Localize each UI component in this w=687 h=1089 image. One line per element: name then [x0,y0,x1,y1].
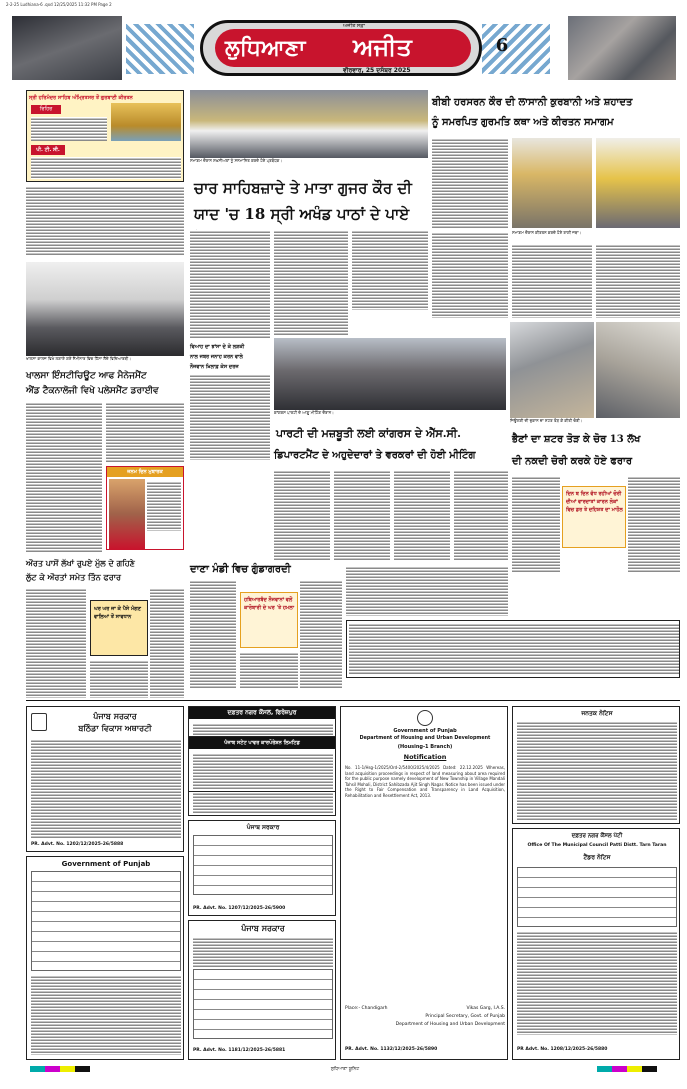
main-headline-2: ਯਾਦ 'ਚ 18 ਸ੍ਰੀ ਅਖੰਡ ਪਾਠਾਂ ਦੇ ਪਾਏ [194,205,410,223]
masthead-tagline: ਅਜੀਤ ਸਫ਼ਾ [343,23,365,29]
public-notice-title: ਜਨਤਕ ਨੋਟਿਸ [581,710,613,717]
bathinda-ad-text [31,739,181,839]
gurbani-box-text [31,117,107,141]
theft-article-text-2 [150,588,184,698]
small-headline-3: ਨੌਜਵਾਨ ਖ਼ਿਲਾਫ਼ ਕੇਸ ਦਰਜ [190,364,239,370]
left-small-box [90,600,148,656]
divider-ads [26,700,680,701]
color-bar-left [30,1066,90,1072]
ptc-label: ਪੀ. ਟੀ. ਸੀ. [31,145,65,155]
mandi-col-3 [240,652,298,688]
congress-col-3 [394,470,450,560]
khalsa-headline-2: ਐਂਡ ਟੈਕਨਾਲੋਜੀ ਵਿਖੇ ਪਲੇਸਮੈਂਟ ਡਰਾਈਵ [26,386,159,396]
municipal-council-pb: ਦਫ਼ਤਰ ਨਗਰ ਕੌਂਸਲ ਪੱਟੀ [571,833,623,839]
bathinda-authority: ਬਠਿੰਡਾ ਵਿਕਾਸ ਅਥਾਰਟੀ [78,724,152,733]
municipal-council-title: Office Of The Municipal Council Patti Distt. Tarn Taran [527,843,667,848]
housing-notification-ad [340,706,508,1060]
housing-govt: Government of Punjab [393,728,457,734]
punjab-sarkar-3-text [193,937,333,967]
public-notice-text [517,721,677,821]
masthead-paper: ਅਜੀਤ [353,32,412,61]
masthead-date: ਵੀਰਵਾਰ, 25 ਦਸੰਬਰ 2025 [343,67,411,74]
public-notice-ad [512,706,680,824]
nagar-council-title: ਦਫ਼ਤਰ ਨਗਰ ਕੌਂਸਲ, ਫਿਰੋਜ਼ਪੁਰ [189,707,335,719]
right-theft-box-text: ਦਿਨ ਬ ਦਿਨ ਵੱਧ ਰਹੀਆਂ ਚੋਰੀ ਦੀਆਂ ਵਾਰਦਾਤਾਂ ਕਾਰਨ ਲੋਕਾਂ ਵਿਚ ਡਰ ਤੇ ਦਹਿਸ਼ਤ ਦਾ ਮਾਹੌਲ [566,491,623,513]
footer-unit: ਲੁਧਿਆਣਾ ਯੂਨਿਟ [330,1067,360,1072]
congress-headline-1: ਪਾਰਟੀ ਦੀ ਮਜ਼ਬੂਤੀ ਲਈ ਕਾਂਗਰਸ ਦੇ ਐੱਸ.ਸੀ. [276,427,462,440]
signatory-designation: Principal Secretary, Govt. of Punjab [425,1014,505,1019]
bathinda-ad [26,706,184,852]
gurbani-box-sub: ਰਿਹਿਰ [31,105,61,114]
khalsa-headline-1: ਖਾਲਸਾ ਇੰਸਟੀਚਿਊਟ ਆਫ ਮੈਨੇਜਮੈਂਟ [26,371,147,381]
tender-notice-title: ਟੈਂਡਰ ਨੋਟਿਸ [583,854,611,861]
notification-body: No. 11-1/Hsg-1/2025/Ord-2/5400/2025/4/2025 Dated: 22.12.2025 Whereas, land acquisition proceedings in respect of land measuring about area required for the public purpose namely development of New Township in Village Mandali Tahsil Mohali, District Sahibzada Ajit Singh Nagar. Notice has been issued under the Right to Fair Compensation and Transparency in Land Acquisition, Rehabilitation and Resettlement Act, 2013. [345,765,505,798]
gurbani-box-schedule [31,157,181,179]
birthday-label: ਜਨਮ ਦਿਨ ਮੁਬਾਰਕ [107,467,183,477]
right-article-col-4 [596,244,680,318]
shop-theft-photo-2 [596,322,680,418]
left-small-box-text: ਘਰ ਘਰ ਜਾ ਕੇ ਪੈਸੇ ਮੰਗਣ ਵਾਲਿਆਂ ਤੋਂ ਸਾਵਧਾਨ [94,606,142,620]
gurbani-box [26,90,184,182]
punjab-sarkar-2-table [193,835,333,895]
mandi-col-1 [190,580,236,688]
notification-title: Notification [403,753,447,761]
place-date: Place:- Chandigarh [345,1006,388,1011]
kirtan-photo-1 [512,138,592,228]
mandi-box-text: ਹਥਿਆਰਬੰਦ ਨੌਜਵਾਨਾਂ ਵਲੋਂ ਕਾਰੋਬਾਰੀ ਦੇ ਘਰ 'ਤੇ ਹਮਲਾ [244,597,295,611]
punjab-govt-title: ਪੰਜਾਬ ਸਰਕਾਰ [93,712,137,721]
right-theft-headline-1: ਭੈਣਾਂ ਦਾ ਸ਼ਟਰ ਤੋੜ ਕੇ ਚੋਰ 13 ਲੱਖ [512,434,641,445]
tender-text [517,931,677,1035]
birthday-child-photo [109,479,145,549]
housing-dept: Department of Housing and Urban Development [359,736,491,741]
mandi-box [240,592,298,648]
congress-col-4 [454,470,508,560]
main-article-col-3 [352,230,428,310]
seminar-photo-caption: ਖਾਲਸਾ ਕਾਲਜ ਵਿਖੇ ਲਗਾਏ ਗਏ ਸੈਮੀਨਾਰ ਵਿਚ ਹਿੱਸਾ ਲੈਂਦੇ ਵਿਦਿਆਰਥੀ। [26,356,131,361]
small-article-text [190,374,270,460]
congress-col-2 [334,470,390,560]
masthead-banner [200,20,482,76]
mandi-col-2 [300,580,342,688]
khalsa-article-text-2 [106,402,184,462]
masthead-right-image [568,16,676,80]
mandi-headline: ਦਾਣਾ ਮੰਡੀ ਵਿਚ ਗੁੰਡਾਗਰਦੀ [190,564,291,575]
khalsa-article-text-1 [26,402,102,552]
pr-advt-5: PR Advt. No. 1208/12/2025-26/5880 [517,1047,608,1052]
page-number: 6 [495,35,509,56]
masthead [8,14,680,86]
main-headline-1: ਚਾਰ ਸਾਹਿਬਜ਼ਾਦੇ ਤੇ ਮਾਤਾ ਗੁਜਰ ਕੌਰ ਦੀ [194,179,412,197]
golden-temple-image [111,103,181,141]
govt-punjab-ad-text [31,975,181,1055]
small-headline-1: ਵਿਆਹ ਦਾ ਝਾਂਸਾ ਦੇ ਕੇ ਲੜਕੀ [190,344,245,350]
punjab-govt-emblem [31,713,47,731]
govt-of-punjab: Government of Punjab [61,860,151,868]
birthday-box [106,466,184,550]
right-article-col-2 [432,232,508,318]
gurbani-box-heading: ਸ੍ਰੀ ਹਰਿਮੰਦਰ ਸਾਹਿਬ ਅੰਮ੍ਰਿਤਸਰ ਤੋਂ ਗੁਰਬਾਣੀ ਕੀਰਤਨ [29,95,133,101]
pr-advt-4: PR. Advt. No. 1132/12/2025-26/5890 [345,1047,438,1052]
right-theft-col-2 [628,476,680,572]
theft-article-text [26,588,86,698]
main-article-col-2 [274,230,348,336]
pr-advt-3: PR. Advt. No. 1181/12/2025-26/5881 [193,1048,286,1053]
center-notice-table [346,620,680,678]
left-notice-text [26,186,184,256]
theft-headline-2: ਲੁੱਟ ਕੇ ਔਰਤਾਂ ਸਮੇਤ ਤਿੰਨ ਫਰਾਰ [26,572,121,582]
main-article-col-1 [190,230,270,338]
masthead-city: ਲੁਧਿਆਣਾ [225,35,306,61]
punjab-sarkar-2-title: ਪੰਜਾਬ ਸਰਕਾਰ [246,824,280,831]
punjab-sarkar-3-table [193,969,333,1039]
small-headline-2: ਨਾਲ ਜਬਰ ਜਨਾਹ ਕਰਨ ਵਾਲੇ [190,354,243,360]
housing-emblem [417,710,433,726]
tender-table [517,867,677,927]
right-headline-2: ਨੂੰ ਸਮਰਪਿਤ ਗੁਰਮਤਿ ਕਥਾ ਅਤੇ ਕੀਰਤਨ ਸਮਾਗਮ [432,117,614,128]
theft-headline-1: ਔਰਤ ਪਾਸੋਂ ਲੱਖਾਂ ਰੁਪਏ ਮੁੱਲ ਦੇ ਗਹਿਣੇ [26,558,135,568]
print-slug: 2-2-25 Ludhiana-6 .qxd 12/25/2025 11:32 PM Page 2 [6,2,112,7]
right-article-col-1 [432,138,508,228]
govt-punjab-table [31,871,181,971]
right-photo-caption: ਸਮਾਗਮ ਦੌਰਾਨ ਕੀਰਤਨ ਕਰਦੇ ਹੋਏ ਰਾਗੀ ਜਥਾ। [512,230,582,235]
center-right-text [346,566,508,616]
pr-advt-1: PR. Advt. No. 1202/12/2025-26/5888 [31,842,124,847]
congress-headline-2: ਡਿਪਾਰਟਮੈਂਟ ਦੇ ਅਹੁਦੇਦਾਰਾਂ ਤੇ ਵਰਕਰਾਂ ਦੀ ਹੋਈ ਮੀਟਿੰਗ [274,450,476,461]
theft-photo-caption: ਜਿਊਲਰੀ ਦੀ ਦੁਕਾਨ ਦਾ ਸ਼ਟਰ ਤੋੜ ਕੇ ਕੀਤੀ ਚੋਰੀ। [510,418,583,423]
main-photo-caption: ਸਮਾਗਮ ਦੌਰਾਨ ਸ਼ਖ਼ਸੀਅਤਾਂ ਨੂੰ ਸਨਮਾਨਿਤ ਕਰਦੇ ਹੋਏ ਪ੍ਰਬੰਧਕ। [190,158,283,163]
punjab-sarkar-3-title: ਪੰਜਾਬ ਸਰਕਾਰ [241,924,285,933]
right-headline-1: ਬੀਬੀ ਹਰਸਰਨ ਕੌਰ ਦੀ ਲਾਸਾਨੀ ਕੁਰਬਾਨੀ ਅਤੇ ਸ਼ਹਾਦਤ [432,97,633,108]
congress-col-1 [274,470,330,560]
pspcl-title: ਪੰਜਾਬ ਸਟੇਟ ਪਾਵਰ ਕਾਰਪੋਰੇਸ਼ਨ ਲਿਮਟਿਡ [189,737,335,749]
signatory: Vikas Garg, I.A.S. [466,1006,505,1011]
group-photo [274,338,506,410]
group-photo-caption: ਕਾਂਗਰਸ ਪਾਰਟੀ ਦੇ ਆਗੂ ਮੀਟਿੰਗ ਦੌਰਾਨ। [274,410,334,415]
seminar-photo [26,262,184,356]
theft-article-text-3 [90,660,148,698]
govt-punjab-table-ad [26,856,184,1060]
punjab-sarkar-ad-3 [188,920,336,1060]
pr-advt-2: PR. Advt. No. 1207/12/2025-26/5900 [193,906,286,911]
pspcl-ad [188,736,336,792]
color-bar-right [597,1066,657,1072]
right-article-col-3 [512,244,592,318]
pspcl-text [193,753,333,789]
municipal-council-ad [512,828,680,1060]
right-theft-box [562,486,626,548]
kirtan-photo-2 [596,138,680,228]
punjab-sarkar-ad-2 [188,820,336,916]
masthead-left-image [12,16,122,80]
main-event-photo [190,90,428,158]
center-notice-text [349,623,679,675]
right-theft-headline-2: ਦੀ ਨਕਦੀ ਚੋਰੀ ਕਰਕੇ ਹੋਏ ਫਰਾਰ [512,456,633,467]
shop-theft-photo-1 [510,322,594,418]
signatory-dept: Department of Housing and Urban Development [395,1022,505,1027]
housing-branch: (Housing-1 Branch) [397,744,453,750]
right-theft-col-1 [512,476,560,572]
birthday-text [147,481,181,531]
masthead-pattern-left [126,24,194,74]
